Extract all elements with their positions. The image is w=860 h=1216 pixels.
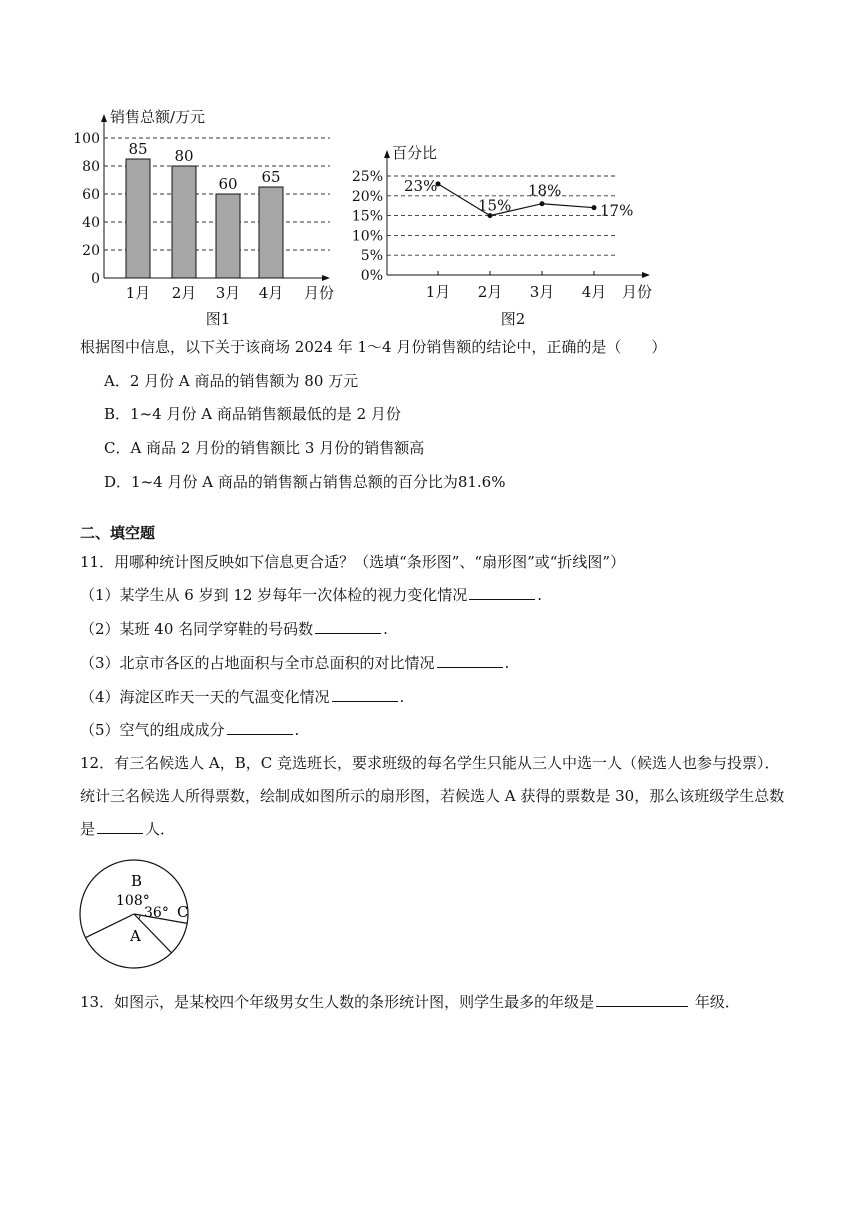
data-point [592, 205, 597, 210]
question11-item-1-text: （1）某学生从 6 岁到 12 岁每年一次体检的视力变化情况 [80, 586, 468, 604]
y-tick-label: 20% [351, 188, 383, 205]
question10-option-a: A．2 月份 A 商品的销售额为 80 万元 [104, 372, 359, 390]
end-mark: . [537, 586, 543, 604]
x-tick-label: 1月 [125, 284, 151, 302]
data-value-label: 17% [600, 201, 634, 220]
y-axis-arrow [101, 114, 107, 122]
pie-label-b: B [131, 872, 143, 890]
figure-caption: 图1 [205, 310, 231, 328]
x-tick-label: 2月 [477, 283, 503, 301]
y-axis-label: 销售总额/万元 [110, 108, 206, 126]
bar-chart-fig1 [73, 108, 334, 328]
question11-item-1 [80, 584, 542, 606]
x-axis-arrow [322, 275, 330, 281]
question11-item-3-text: （3）北京市各区的占地面积与全市总面积的对比情况 [80, 654, 435, 672]
bar-value-label: 60 [218, 175, 238, 193]
bar-value-label: 85 [128, 140, 148, 158]
end-mark: . [383, 620, 388, 638]
question11-item-5-text: （5）空气的组成成分 [80, 721, 225, 739]
x-tick-label: 2月 [171, 284, 197, 302]
bar-value-label: 80 [174, 147, 194, 165]
y-tick-label: 60 [82, 187, 100, 203]
pie-chart [74, 858, 204, 978]
answer-blank[interactable] [227, 719, 293, 735]
end-mark: . [294, 721, 300, 739]
pie-angle-c: 36° [144, 905, 169, 921]
sector-boundary [85, 914, 134, 938]
question11-item-4 [80, 686, 404, 708]
series-line [438, 181, 594, 216]
y-axis-arrow [384, 150, 390, 158]
data-value-label: 18% [528, 181, 562, 200]
y-tick-label: 40 [82, 215, 100, 231]
bar [216, 194, 240, 278]
question11-item-4-text: （4）海淀区昨天一天的气温变化情况 [80, 688, 330, 706]
y-tick-label: 0 [91, 271, 100, 287]
answer-blank[interactable] [315, 618, 381, 634]
answer-blank[interactable] [437, 652, 503, 668]
question12-end: 人． [145, 820, 176, 838]
question11-item-5 [80, 719, 299, 741]
x-axis-arrow [642, 272, 650, 278]
question10-option-c: C．A 商品 2 月份的销售额比 3 月份的销售额高 [104, 439, 425, 457]
section-title: 二、填空题 [80, 524, 156, 542]
question10-option-b: B．1~4 月份 A 商品销售额最低的是 2 月份 [104, 405, 401, 423]
answer-blank[interactable] [596, 991, 688, 1007]
y-tick-label: 0% [360, 268, 383, 284]
bar [259, 187, 283, 278]
x-tick-label: 1月 [425, 283, 451, 301]
pie-label-a: A [130, 927, 141, 945]
end-mark: . [399, 688, 405, 706]
question11-item-3 [80, 652, 509, 674]
y-tick-label: 15% [351, 208, 383, 225]
x-tick-label: 3月 [215, 284, 241, 302]
figures-svg [0, 0, 860, 340]
y-tick-label: 20 [82, 243, 100, 259]
x-axis-label: 月份 [304, 284, 335, 302]
question13-text [80, 986, 785, 1019]
x-tick-label: 4月 [258, 284, 284, 302]
end-mark: . [504, 654, 510, 672]
question13-body: 13．如图示，是某校四个年级男女生人数的条形统计图，则学生最多的年级是 [80, 993, 595, 1011]
question12-text [80, 747, 785, 846]
question11-item-2 [80, 618, 388, 640]
y-tick-label: 80 [82, 159, 100, 175]
bar [126, 159, 150, 278]
pie-label-c: C [177, 903, 189, 921]
pie-angle-b: 108° [116, 893, 150, 909]
y-tick-label: 10% [351, 228, 383, 245]
bar-value-label: 65 [261, 168, 281, 186]
question12-body: 12．有三名候选人 A，B，C 竞选班长，要求班级的每名学生只能从三人中选一人（候选人也参与投票）．统计三名候选人所得票数，绘制成如图所示的扇形图，若候选人 A 获得的票数是 30，那么该班级学生总数是 [80, 754, 785, 838]
question13-end: 年级． [690, 993, 740, 1011]
y-axis-label: 百分比 [392, 144, 438, 162]
y-tick-label: 25% [351, 169, 383, 185]
answer-blank[interactable] [469, 584, 535, 600]
bar [172, 166, 196, 278]
figures-area [0, 0, 860, 340]
answer-blank[interactable] [332, 686, 398, 702]
question10-option-d: D．1~4 月份 A 商品的销售额占销售总额的百分比为81.6% [104, 473, 506, 491]
y-tick-label: 5% [360, 248, 383, 265]
data-value-label: 15% [478, 196, 512, 215]
x-tick-label: 3月 [529, 283, 555, 301]
y-tick-label: 100 [73, 131, 100, 147]
answer-blank[interactable] [97, 818, 143, 834]
data-point [540, 201, 545, 206]
data-value-label: 23% [404, 176, 438, 195]
question11-stem: 11．用哪种统计图反映如下信息更合适？（选填“条形图”、“扇形图”或“折线图”） [80, 553, 626, 571]
question10-stem: 根据图中信息，以下关于该商场 2024 年 1～4 月份销售额的结论中，正确的是（ ） [80, 338, 667, 356]
line-chart-fig2 [352, 144, 652, 328]
figure-caption: 图2 [500, 310, 526, 328]
x-axis-label: 月份 [622, 283, 653, 301]
question11-item-2-text: （2）某班 40 名同学穿鞋的号码数 [80, 620, 314, 638]
x-tick-label: 4月 [581, 283, 607, 301]
